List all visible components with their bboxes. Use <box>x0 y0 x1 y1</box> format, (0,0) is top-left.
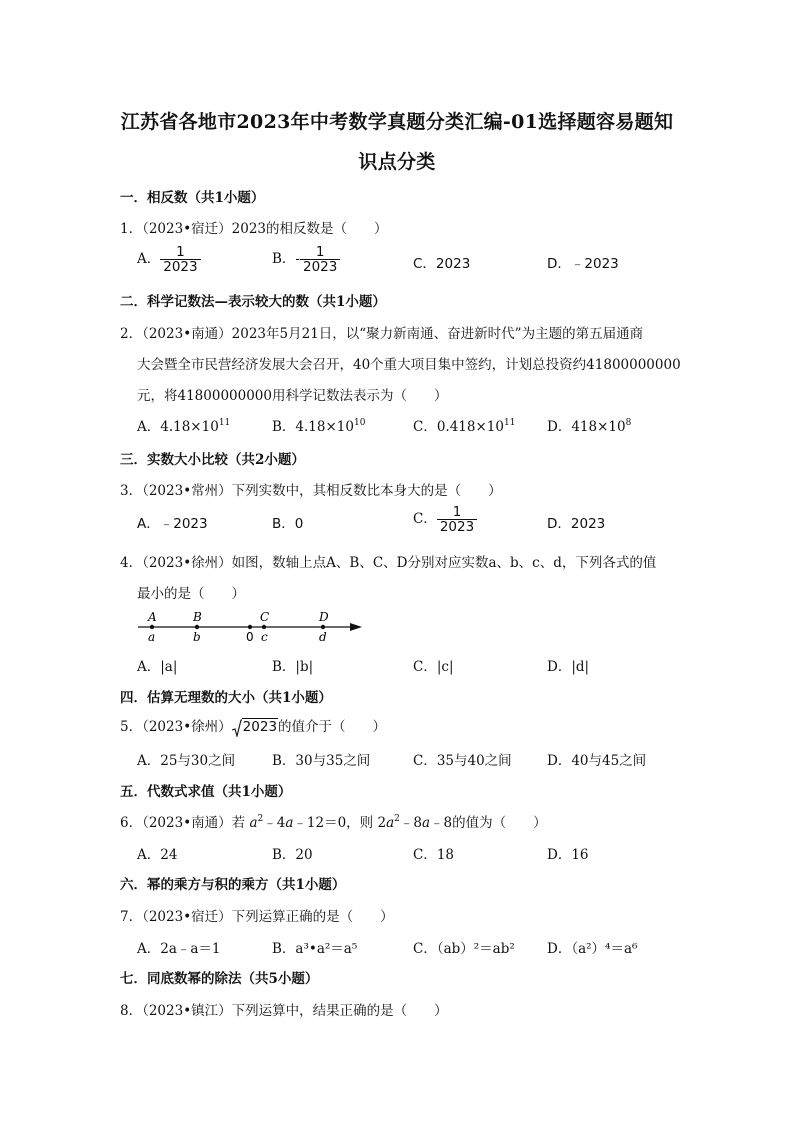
section-heading-2: 二．科学记数法—表示较大的数（共1小题） <box>120 294 386 310</box>
question-3-option-d: D．2023 <box>547 516 606 532</box>
question-5-option-a: A．25与30之间 <box>137 753 236 769</box>
fraction-denominator: 2023 <box>163 259 198 276</box>
var-label-b: b <box>193 630 201 644</box>
question-2-line-3: 元，将41800000000用科学记数法表示为（ ） <box>137 388 448 404</box>
point-label-c: C <box>260 610 270 624</box>
question-1-option-c: C．2023 <box>413 256 471 272</box>
option-text: D．418×10 <box>547 419 626 435</box>
document-title-line-1: 江苏省各地市2023年中考数学真题分类汇编-01选择题容易题知 <box>120 111 674 133</box>
minus-sign: - <box>295 251 300 268</box>
fraction <box>300 245 340 274</box>
fraction-numerator: 1 <box>160 245 200 260</box>
exponent: 11 <box>218 418 231 428</box>
var-label-a: a <box>148 630 156 644</box>
question-6-option-a: A．24 <box>137 847 178 863</box>
section-heading-5: 五．代数式求值（共1小题） <box>120 784 292 800</box>
question-2-option-d <box>547 415 631 435</box>
fraction-denominator: 2023 <box>302 259 338 276</box>
question-1-option-d: D．﹣2023 <box>547 256 619 272</box>
fraction-denominator: 2023 <box>439 519 475 536</box>
question-5-suffix: 的值介于（ ） <box>278 719 387 735</box>
text-part: ﹣4 <box>263 815 286 831</box>
option-text: A．4.18×10 <box>137 419 219 435</box>
question-4-option-c: C．|c| <box>413 659 454 675</box>
option-text: C．0.418×10 <box>413 419 504 435</box>
question-4-option-a: A．|a| <box>137 659 178 675</box>
question-3-option-b: B．0 <box>272 516 304 532</box>
option-label: A． <box>137 251 161 268</box>
question-7-option-d: D．（a²）⁴＝a⁶ <box>547 941 638 957</box>
question-3-option-c <box>413 505 477 534</box>
axis-arrow-icon <box>350 623 362 631</box>
question-4-option-b: B．|b| <box>272 659 314 675</box>
question-1-option-b <box>272 245 340 274</box>
var-label-d: d <box>319 630 327 644</box>
question-6-option-b: B．20 <box>272 847 313 863</box>
question-2-option-b <box>272 415 365 435</box>
fraction <box>160 245 200 274</box>
radicand: 2023 <box>242 719 278 735</box>
option-label: B． <box>272 251 296 268</box>
question-1-option-a <box>137 245 201 274</box>
text-part: 6．（2023•南通）若 <box>120 815 250 831</box>
origin-dot <box>248 625 252 629</box>
exponent: 2 <box>257 814 264 824</box>
section-heading-4: 四．估算无理数的大小（共1小题） <box>120 690 332 706</box>
number-line-diagram <box>130 606 370 646</box>
variable: a <box>285 815 294 831</box>
section-heading-1: 一．相反数（共1小题） <box>120 190 265 206</box>
question-2-option-c <box>413 415 515 435</box>
text-part: ﹣8的值为（ ） <box>430 815 547 831</box>
point-c-dot <box>262 625 266 629</box>
exponent: 11 <box>503 418 516 428</box>
question-6-option-d: D．16 <box>547 847 589 863</box>
variable: a <box>386 815 395 831</box>
question-3-option-a: A．﹣2023 <box>137 516 208 532</box>
option-label: C． <box>413 511 437 528</box>
exponent: 10 <box>353 418 366 428</box>
exponent: 2 <box>394 814 400 824</box>
question-5-option-d: D．40与45之间 <box>547 753 647 769</box>
point-label-a: A <box>148 610 157 624</box>
document-title-line-2: 识点分类 <box>358 151 436 173</box>
text-part: ﹣8 <box>399 815 422 831</box>
question-6-option-c: C．18 <box>413 847 455 863</box>
question-3-stem: 3．（2023•常州）下列实数中，其相反数比本身大的是（ ） <box>120 483 502 499</box>
square-root <box>232 719 278 737</box>
point-label-d: D <box>319 610 329 624</box>
question-7-option-a: A．2a﹣a＝1 <box>137 941 221 957</box>
question-5-option-c: C．35与40之间 <box>413 753 512 769</box>
text-part: ﹣12＝0，则 2 <box>293 815 387 831</box>
point-b-dot <box>195 625 199 629</box>
question-5-option-b: B．30与35之间 <box>272 753 371 769</box>
variable: a <box>421 815 431 831</box>
question-5-stem <box>120 715 386 737</box>
section-heading-6: 六．幂的乘方与积的乘方（共1小题） <box>120 877 346 893</box>
fraction-numerator: 1 <box>300 245 340 260</box>
var-label-c: c <box>261 630 268 644</box>
question-6-stem <box>120 811 547 831</box>
radical-sign-icon <box>232 719 242 737</box>
exponent: 8 <box>625 418 632 428</box>
fraction-numerator: 1 <box>437 505 477 520</box>
question-5-prefix: 5．（2023•徐州） <box>120 719 232 735</box>
question-4-line-2: 最小的是（ ） <box>137 586 245 602</box>
question-4-option-d: D．|d| <box>547 659 590 675</box>
point-a-dot <box>150 625 154 629</box>
section-heading-3: 三．实数大小比较（共2小题） <box>120 452 305 468</box>
question-4-line-1: 4．（2023•徐州）如图，数轴上点A、B、C、D分别对应实数a、b、c、d，下列各式的值 <box>120 555 657 571</box>
point-label-b: B <box>193 610 202 624</box>
variable: a <box>249 815 258 831</box>
option-text: B．4.18×10 <box>272 419 354 435</box>
question-1-stem: 1．（2023•宿迁）2023的相反数是（ ） <box>120 221 388 237</box>
question-8-stem: 8．（2023•镇江）下列运算中，结果正确的是（ ） <box>120 1003 448 1019</box>
question-7-option-b: B．a³•a²＝a⁵ <box>272 941 358 957</box>
point-d-dot <box>321 625 325 629</box>
question-2-line-1: 2．（2023•南通）2023年5月21日，以“聚力新南通、奋进新时代”为主题的第五届通商 <box>120 326 644 342</box>
fraction <box>437 505 477 534</box>
zero-label: 0 <box>246 630 254 644</box>
question-7-stem: 7．（2023•宿迁）下列运算正确的是（ ） <box>120 909 394 925</box>
question-2-line-2: 大会暨全市民营经济发展大会召开，40个重大项目集中签约，计划总投资约41800000000 <box>137 357 681 373</box>
question-7-option-c: C．（ab）²＝ab² <box>413 941 515 957</box>
question-2-option-a <box>137 415 230 435</box>
section-heading-7: 七．同底数幂的除法（共5小题） <box>120 971 319 987</box>
